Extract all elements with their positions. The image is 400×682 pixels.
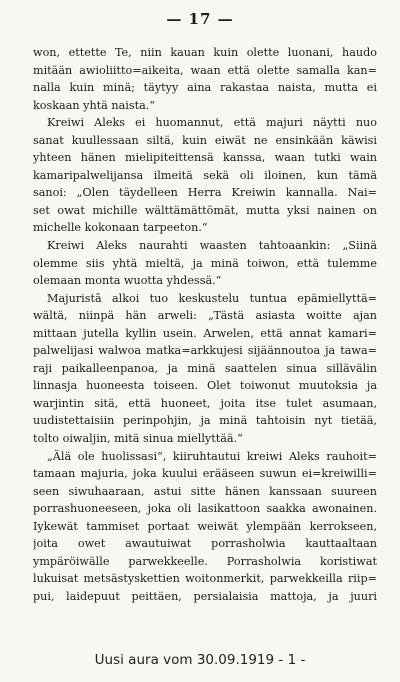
text-line: tamaan majuria, joka kuului erääseen suwun ei=kreiwilli= [33, 467, 377, 481]
text-line: olemaan monta wuotta yhdessä.“ [33, 274, 222, 288]
text-line: joita owet awautuiwat porrasholwia kauttaaltaan [33, 537, 377, 551]
text-line: wältä, niinpä hän arweli: „Tästä asiasta woitte ajan [33, 309, 377, 323]
text-line: Kreiwi Aleks naurahti waasten tahtoaankin: „Siinä [47, 239, 377, 253]
body-text [33, 44, 377, 606]
text-line: mitään awioliitto=aikeita, waan että olette samalla kan= [33, 63, 377, 77]
text-line: raji paikalleenpanoa, ja minä saattelen sinua sillävälin [33, 361, 377, 375]
text-line: set owat michille wälttämättömät, mutta yksi nainen on [33, 203, 377, 217]
text-line: lukuisat metsästyskettien woitonmerkit, parwekkeilla riip= [33, 572, 377, 586]
text-line: sanoi: „Olen täydelleen Herra Kreiwin kannalla. Nai= [33, 186, 377, 200]
text-line: yhteen hänen mielipiteittensä kanssa, waan tutki wain [33, 151, 377, 165]
text-line: warjintin sitä, että huoneet, joita itse tulet asumaan, [33, 396, 377, 410]
text-line: uudistettaisiin perinpohjin, ja minä tahtoisin nyt tietää, [33, 414, 377, 428]
text-line: „Älä ole huolissasi“, kiiruhtautui kreiwi Aleks rauhoit= [47, 449, 377, 463]
text-line: kamaripalwelijansa ilmeitä sekä oli iloinen, kun tämä [33, 168, 377, 182]
text-line: tolto oiwaljin, mitä sinua miellyttää.“ [33, 432, 243, 446]
text-line: nalla kuin minä; täytyy aina rakastaa naista, mutta ei [33, 81, 377, 95]
text-line: pui, laidepuut peittäen, persialaisia mattoja, ja juuri [33, 589, 377, 603]
text-line: Kreiwi Aleks ei huomannut, että majuri näytti nuo [47, 116, 377, 130]
text-line: olemme siis yhtä mieltä, ja minä toiwon, että tulemme [33, 256, 377, 270]
text-line: Iykewät tammiset portaat weiwät ylempään kerrokseen, [33, 519, 377, 533]
text-line: koskaan yhtä naista.“ [33, 98, 156, 112]
source-caption: Uusi aura vom 30.09.1919 - 1 - [94, 652, 306, 668]
text-line: linnasja huoneesta toiseen. Olet toiwonut muutoksia ja [33, 379, 377, 393]
text-line: sanat kuullessaan siltä, kuin eiwät ne ensinkään käwisi [33, 133, 377, 147]
text-line: won, ettette Te, niin kauan kuin olette luonani, haudo [33, 46, 377, 59]
text-line: Majuristā alkoi tuo keskustelu tuntua epämiellyttä= [47, 291, 377, 305]
text-line: ympäröiwälle parwekkeelle. Porrasholwia koristiwat [33, 554, 377, 568]
text-line: seen siwuhaaraan, astui sitte hänen kanssaan suureen [33, 484, 377, 498]
page-number: — 17 — [166, 10, 234, 28]
text-line: palwelijasi walwoa matka=arkkujesi sijäännoutoa ja tawa= [33, 344, 377, 358]
text-line: porrashuoneeseen, joka oli lasikattoon saakka awonainen. [33, 502, 377, 516]
text-line: michelle kokonaan tarpeeton.“ [33, 221, 208, 235]
text-line: mittaan jutella kyllin usein. Arwelen, että annat kamari= [33, 326, 377, 340]
